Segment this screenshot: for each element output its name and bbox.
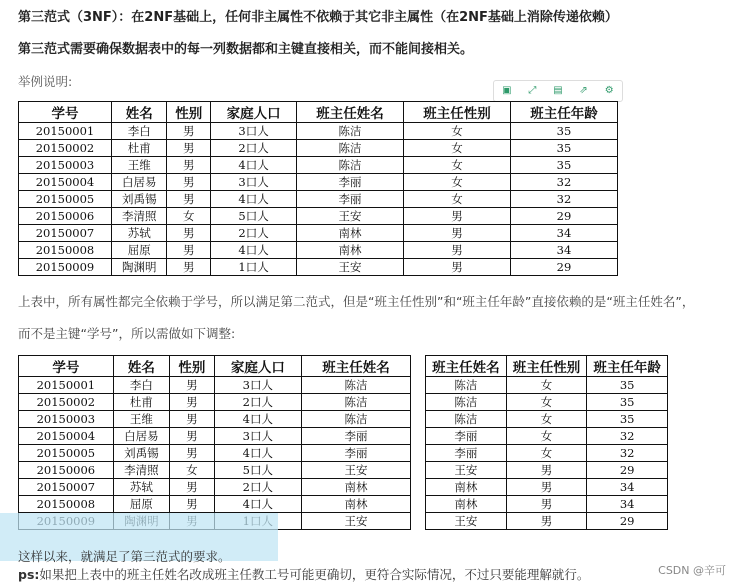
table-cell: 白居易 xyxy=(111,174,166,191)
table-cell: 2口人 xyxy=(211,225,297,242)
table-cell: 5口人 xyxy=(214,462,301,479)
table-cell: 陈洁 xyxy=(302,377,411,394)
conclusion-text: 这样以来，就满足了第三范式的要求。 xyxy=(18,548,231,564)
table-cell: 1口人 xyxy=(211,259,297,276)
table-cell: 女 xyxy=(167,208,211,225)
table-row xyxy=(19,208,618,225)
table-row xyxy=(426,394,668,411)
table-cell: 李丽 xyxy=(297,191,404,208)
table-row xyxy=(19,225,618,242)
table-cell: 29 xyxy=(587,462,668,479)
table-row xyxy=(19,242,618,259)
table-cell: 王安 xyxy=(302,462,411,479)
table-cell: 29 xyxy=(510,208,617,225)
table-cell: 29 xyxy=(510,259,617,276)
table-cell: 20150008 xyxy=(19,496,114,513)
table-cell: 34 xyxy=(587,479,668,496)
table-cell: 35 xyxy=(587,394,668,411)
table-cell: 20150006 xyxy=(19,208,112,225)
example-label: 举例说明: xyxy=(18,74,73,89)
column-header: 班主任姓名 xyxy=(302,356,411,377)
table-cell: 女 xyxy=(506,445,587,462)
table-cell: 女 xyxy=(404,157,511,174)
table-cell: 2口人 xyxy=(214,479,301,496)
subheading: 第三范式需要确保数据表中的每一列数据都和主键直接相关，而不能间接相关。 xyxy=(18,42,474,57)
table-cell: 4口人 xyxy=(214,411,301,428)
table-cell: 32 xyxy=(510,191,617,208)
table-cell: 3口人 xyxy=(214,428,301,445)
column-header: 家庭人口 xyxy=(211,102,297,123)
table-cell: 李丽 xyxy=(302,445,411,462)
table-row xyxy=(19,174,618,191)
paragraph-adjustment: 而不是主键“学号”，所以需做如下调整: xyxy=(18,326,236,341)
save-icon[interactable]: ▤ xyxy=(553,85,563,96)
table-cell: 男 xyxy=(167,140,211,157)
table-cell: 20150005 xyxy=(19,191,112,208)
table-cell: 20150005 xyxy=(19,445,114,462)
table-cell: 35 xyxy=(510,123,617,140)
table-cell: 男 xyxy=(170,411,215,428)
table-cell: 陈洁 xyxy=(297,157,404,174)
column-header: 性别 xyxy=(170,356,215,377)
table-cell: 王安 xyxy=(297,208,404,225)
table-cell: 男 xyxy=(404,208,511,225)
table-cell: 女 xyxy=(404,191,511,208)
column-header: 姓名 xyxy=(113,356,169,377)
table-cell: 南林 xyxy=(297,225,404,242)
table-cell: 34 xyxy=(510,242,617,259)
table-row xyxy=(19,445,411,462)
table-row xyxy=(19,377,411,394)
table-cell: 李白 xyxy=(111,123,166,140)
table-cell: 女 xyxy=(404,140,511,157)
table-cell: 4口人 xyxy=(211,191,297,208)
table-row xyxy=(19,479,411,496)
table-header-row xyxy=(19,102,618,123)
table-cell: 王安 xyxy=(297,259,404,276)
column-header: 家庭人口 xyxy=(214,356,301,377)
table-row xyxy=(19,123,618,140)
table-cell: 南林 xyxy=(426,496,507,513)
table-cell: 29 xyxy=(587,513,668,530)
table-cell: 刘禹锡 xyxy=(113,445,169,462)
table-cell: 4口人 xyxy=(211,157,297,174)
table-cell: 34 xyxy=(587,496,668,513)
table-row xyxy=(426,513,668,530)
column-header: 姓名 xyxy=(111,102,166,123)
table-row xyxy=(19,259,618,276)
table-cell: 20150003 xyxy=(19,411,114,428)
table-cell: 4口人 xyxy=(211,242,297,259)
table-cell: 男 xyxy=(170,479,215,496)
table-cell: 4口人 xyxy=(214,445,301,462)
table-cell: 李白 xyxy=(113,377,169,394)
table-cell: 南林 xyxy=(302,479,411,496)
table-cell: 女 xyxy=(506,394,587,411)
table-row xyxy=(426,445,668,462)
table-cell: 李清照 xyxy=(113,462,169,479)
table-cell: 屈原 xyxy=(111,242,166,259)
table-cell: 男 xyxy=(170,496,215,513)
column-header: 班主任性别 xyxy=(506,356,587,377)
table-cell: 20150004 xyxy=(19,428,114,445)
table-cell: 男 xyxy=(167,191,211,208)
table-cell: 陈洁 xyxy=(297,123,404,140)
heading: 第三范式（3NF）：在2NF基础上，任何非主属性不依赖于其它非主属性（在2NF基础上消除传递依赖） xyxy=(18,10,618,25)
table-cell: 陈洁 xyxy=(426,411,507,428)
table-cell: 男 xyxy=(167,123,211,140)
table-cell: 南林 xyxy=(297,242,404,259)
table-cell: 2口人 xyxy=(214,394,301,411)
table-cell: 女 xyxy=(404,174,511,191)
table-cell: 男 xyxy=(167,174,211,191)
table-cell: 男 xyxy=(167,242,211,259)
table-cell: 男 xyxy=(170,377,215,394)
table-row xyxy=(19,411,411,428)
table-cell: 李清照 xyxy=(111,208,166,225)
table-cell: 35 xyxy=(587,377,668,394)
column-header: 班主任年龄 xyxy=(510,102,617,123)
table-cell: 32 xyxy=(510,174,617,191)
column-header: 班主任性别 xyxy=(404,102,511,123)
footnote xyxy=(18,565,589,583)
code-toolbar xyxy=(493,80,623,102)
table-cell: 男 xyxy=(167,157,211,174)
table-cell: 男 xyxy=(506,513,587,530)
table-cell: 20150004 xyxy=(19,174,112,191)
table-cell: 南林 xyxy=(302,496,411,513)
table-cell: 男 xyxy=(506,496,587,513)
table-cell: 男 xyxy=(404,225,511,242)
table-cell: 杜甫 xyxy=(113,394,169,411)
copy-icon[interactable]: ▣ xyxy=(502,85,512,96)
table-cell: 女 xyxy=(170,462,215,479)
table-cell: 苏轼 xyxy=(111,225,166,242)
table-cell: 王维 xyxy=(111,157,166,174)
table-cell: 男 xyxy=(170,445,215,462)
table-cell: 李丽 xyxy=(302,428,411,445)
share-icon[interactable]: ⇗ xyxy=(579,85,588,96)
table-cell: 王安 xyxy=(302,513,411,530)
table-header-row xyxy=(426,356,668,377)
table-cell: 王安 xyxy=(426,462,507,479)
watermark: CSDN @辛可 xyxy=(658,564,726,577)
table-teacher xyxy=(425,355,668,530)
table-cell: 男 xyxy=(167,225,211,242)
column-header: 学号 xyxy=(19,356,114,377)
table-row xyxy=(19,394,411,411)
table-cell: 王维 xyxy=(113,411,169,428)
table-cell: 男 xyxy=(167,259,211,276)
table-cell: 20150001 xyxy=(19,377,114,394)
table-cell: 南林 xyxy=(426,479,507,496)
table-cell: 3口人 xyxy=(211,123,297,140)
table-row xyxy=(426,496,668,513)
table-cell: 男 xyxy=(404,259,511,276)
table-cell: 女 xyxy=(404,123,511,140)
table-cell: 陈洁 xyxy=(426,377,507,394)
table-row xyxy=(426,479,668,496)
column-header: 学号 xyxy=(19,102,112,123)
table-cell: 35 xyxy=(510,157,617,174)
table-cell: 陶渊明 xyxy=(111,259,166,276)
table-cell: 20150008 xyxy=(19,242,112,259)
column-header: 班主任姓名 xyxy=(426,356,507,377)
table-cell: 刘禹锡 xyxy=(111,191,166,208)
table-cell: 李丽 xyxy=(297,174,404,191)
table-row xyxy=(19,496,411,513)
table-cell: 20150002 xyxy=(19,394,114,411)
footnote-prefix: ps: xyxy=(18,567,40,582)
expand-icon[interactable]: ⤢ xyxy=(528,85,537,96)
table-cell: 男 xyxy=(506,462,587,479)
table-row xyxy=(19,157,618,174)
table-cell: 20150001 xyxy=(19,123,112,140)
table-cell: 35 xyxy=(587,411,668,428)
table-cell: 白居易 xyxy=(113,428,169,445)
table-row xyxy=(426,462,668,479)
table-original xyxy=(18,101,618,276)
table-cell: 20150009 xyxy=(19,259,112,276)
table-cell: 李丽 xyxy=(426,428,507,445)
table-cell: 20150007 xyxy=(19,225,112,242)
settings-icon[interactable]: ⚙ xyxy=(604,85,614,96)
table-cell: 女 xyxy=(506,377,587,394)
paragraph-explanation: 上表中，所有属性都完全依赖于学号，所以满足第二范式，但是“班主任性别”和“班主任年龄”直接依赖的是“班主任姓名”， xyxy=(18,294,695,309)
table-row xyxy=(426,428,668,445)
table-student xyxy=(18,355,411,530)
table-row xyxy=(19,140,618,157)
table-cell: 35 xyxy=(510,140,617,157)
table-cell: 2口人 xyxy=(211,140,297,157)
table-cell: 3口人 xyxy=(211,174,297,191)
table-header-row xyxy=(19,356,411,377)
table-cell: 32 xyxy=(587,445,668,462)
table-row xyxy=(19,428,411,445)
table-cell: 李丽 xyxy=(426,445,507,462)
table-cell: 屈原 xyxy=(113,496,169,513)
table-cell: 34 xyxy=(510,225,617,242)
table-cell: 男 xyxy=(170,394,215,411)
footnote-text: 如果把上表中的班主任姓名改成班主任教工号可能更确切，更符合实际情况，不过只要能理解就行。 xyxy=(39,567,590,582)
table-cell: 5口人 xyxy=(211,208,297,225)
table-cell: 男 xyxy=(170,428,215,445)
column-header: 性别 xyxy=(167,102,211,123)
table-cell: 4口人 xyxy=(214,496,301,513)
table-row xyxy=(426,411,668,428)
table-cell: 男 xyxy=(404,242,511,259)
column-header: 班主任姓名 xyxy=(297,102,404,123)
table-cell: 3口人 xyxy=(214,377,301,394)
table-cell: 陈洁 xyxy=(426,394,507,411)
table-cell: 男 xyxy=(506,479,587,496)
table-cell: 王安 xyxy=(426,513,507,530)
table-cell: 20150002 xyxy=(19,140,112,157)
table-cell: 杜甫 xyxy=(111,140,166,157)
table-cell: 陈洁 xyxy=(302,394,411,411)
table-row xyxy=(19,462,411,479)
table-cell: 苏轼 xyxy=(113,479,169,496)
table-cell: 陈洁 xyxy=(297,140,404,157)
table-cell: 20150007 xyxy=(19,479,114,496)
table-cell: 20150003 xyxy=(19,157,112,174)
column-header: 班主任年龄 xyxy=(587,356,668,377)
table-cell: 女 xyxy=(506,411,587,428)
table-cell: 32 xyxy=(587,428,668,445)
table-row xyxy=(19,191,618,208)
table-row xyxy=(426,377,668,394)
table-cell: 女 xyxy=(506,428,587,445)
table-cell: 20150006 xyxy=(19,462,114,479)
table-cell: 陈洁 xyxy=(302,411,411,428)
